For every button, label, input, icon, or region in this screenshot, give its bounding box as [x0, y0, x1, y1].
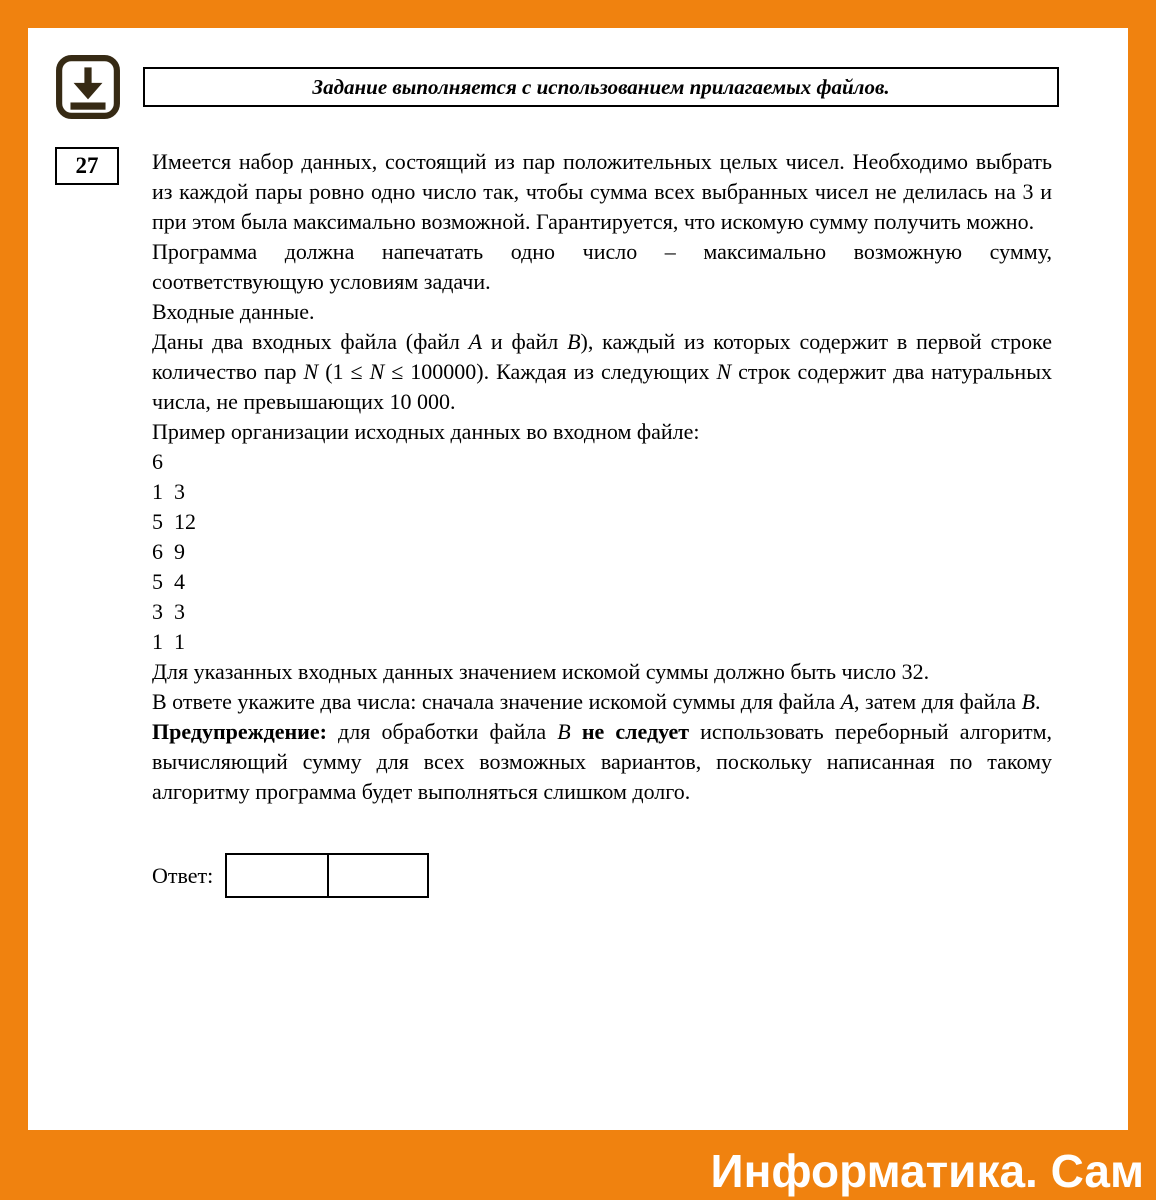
attached-files-notice-text: Задание выполняется с использованием прилагаемых файлов. [312, 74, 890, 99]
task-text-column [152, 147, 1052, 898]
answer-label: Ответ: [152, 862, 214, 888]
task-number: 27 [75, 153, 99, 178]
answer-row [152, 853, 1052, 898]
answer-table [225, 853, 429, 898]
watermark-text: Информатика. Сам [710, 1145, 1144, 1197]
example-data-line: 1 1 [152, 629, 185, 654]
task-description: Имеется набор данных, состоящий из пар положительных целых чисел. Необходимо выбрать из каждой пары ровно одно число так, чтобы сумма всех выбранных чисел не делилась на 3 и при этом была максимально возможной. Гарантируется, что искомую сумму получить можно. [152, 149, 1052, 234]
program-output-note: Программа должна напечатать одно число – максимально возможную сумму, соответствующую условиям задачи. [152, 239, 1052, 294]
result-note: Для указанных входных данных значением искомой суммы должно быть число 32. [152, 659, 930, 684]
example-data-line: 5 4 [152, 569, 185, 594]
example-data-line: 1 3 [152, 479, 185, 504]
input-data-description: Даны два входных файла (файл A и файл B), каждый из которых содержит в первой строке количество пар N (1 ≤ N ≤ 100000). Каждая из следующих N строк содержит два натуральных числа, не превышающих 10 000. [152, 329, 1052, 414]
answer-format-note: В ответе укажите два числа: сначала значение искомой суммы для файла A, затем для файла B. [152, 689, 1041, 714]
task-number-gutter [55, 147, 152, 898]
input-data-heading: Входные данные. [152, 299, 315, 324]
task-section [55, 147, 1128, 898]
answer-cell-file-b[interactable] [327, 855, 427, 896]
example-data-line: 3 3 [152, 599, 185, 624]
example-label: Пример организации исходных данных во входном файле: [152, 419, 700, 444]
attached-files-notice-box [143, 67, 1059, 107]
task-number-badge [55, 147, 119, 185]
header-row [55, 54, 1128, 120]
warning-note: Предупреждение: для обработки файла B не следует использовать переборный алгоритм, вычисляющий сумму для всех возможных вариантов, поскольку написанная по такому алгоритму программа будет выполняться слишком долго. [152, 719, 1053, 804]
document-page [28, 28, 1128, 1130]
example-data-line: 6 [152, 449, 163, 474]
example-data-line: 5 12 [152, 509, 196, 534]
download-attachment-icon [55, 54, 121, 120]
answer-cell-file-a[interactable] [227, 855, 327, 896]
example-data-line: 6 9 [152, 539, 185, 564]
